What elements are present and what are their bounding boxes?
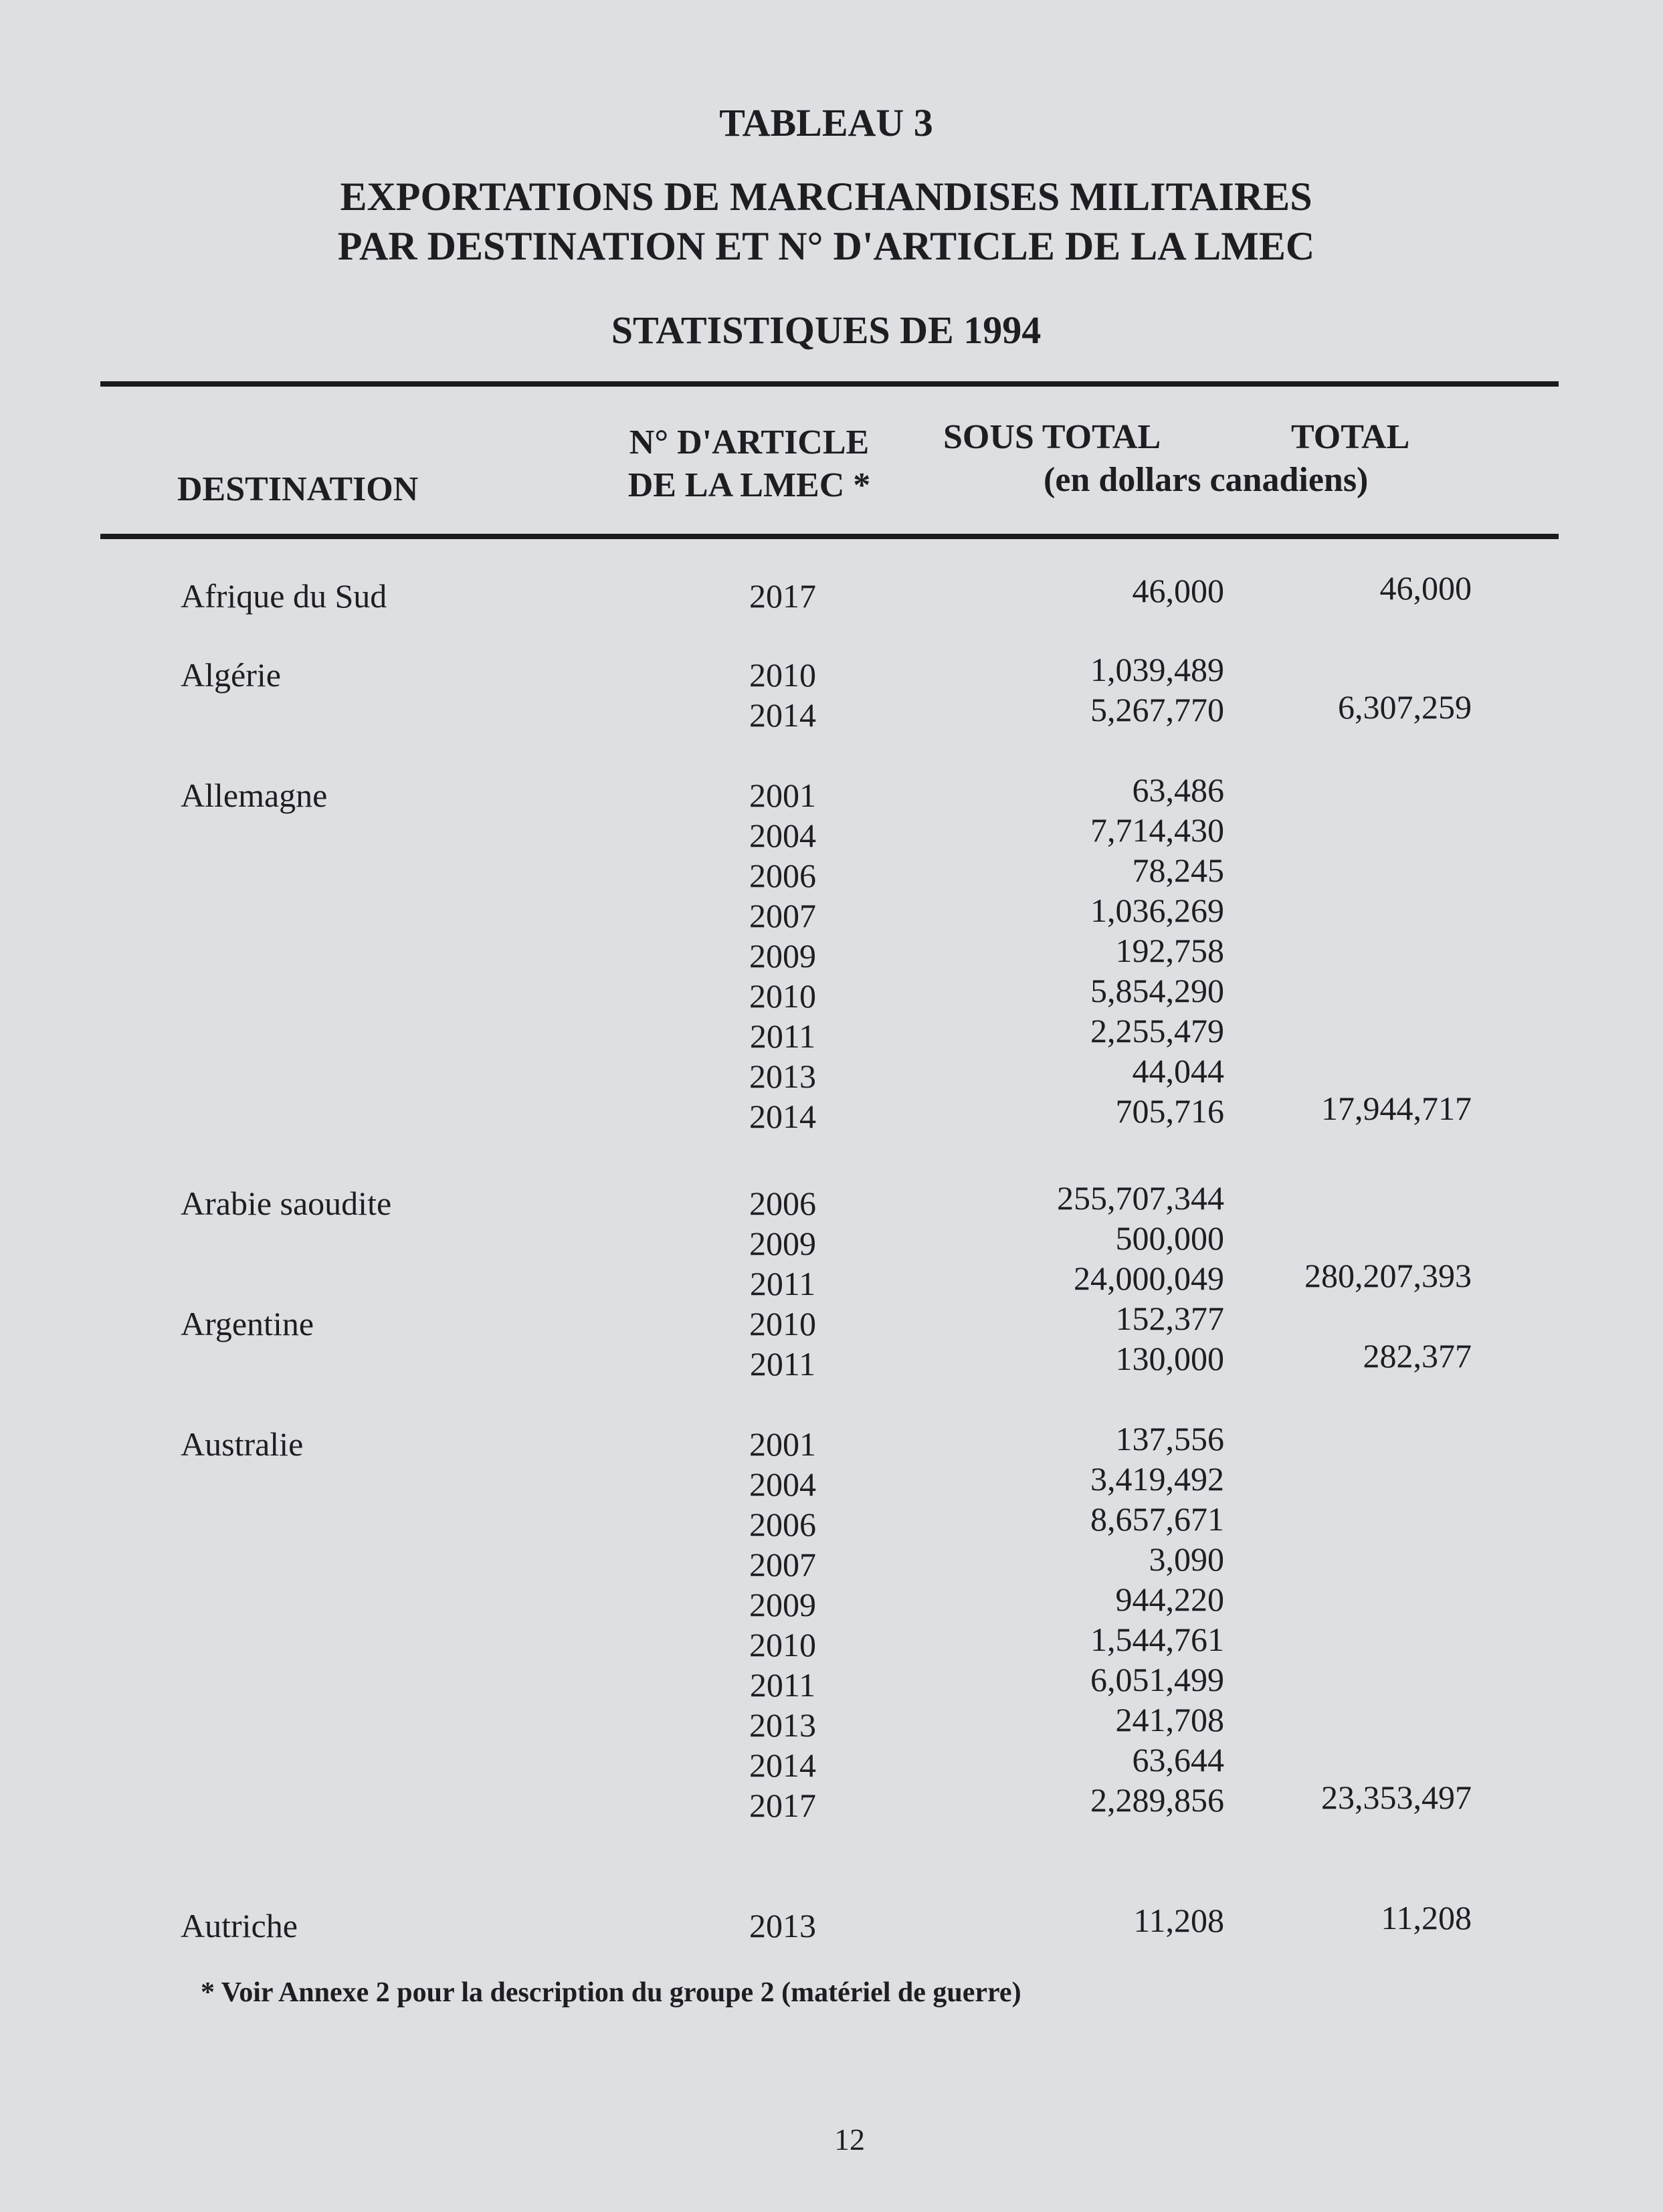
article-number-cell: 2001: [749, 1425, 816, 1463]
subtotal-cell: 63,486: [1132, 771, 1224, 809]
page-number: 12: [834, 2122, 865, 2156]
article-number-cell: 2006: [749, 857, 816, 894]
subtotal-cell: 5,267,770: [1090, 691, 1224, 728]
subtotal-cell: 130,000: [1115, 1340, 1224, 1377]
article-number-cell: 2010: [749, 1305, 816, 1342]
subtotal-cell: 6,051,499: [1090, 1661, 1224, 1698]
subtotal-cell: 24,000,049: [1074, 1260, 1224, 1297]
total-cell: 17,944,717: [1321, 1090, 1472, 1127]
subtotal-cell: 192,758: [1115, 932, 1224, 969]
article-number-cell: 2017: [749, 1787, 816, 1824]
total-cell: 280,207,393: [1304, 1257, 1472, 1294]
statistics-year-heading: STATISTIQUES DE 1994: [611, 308, 1042, 352]
subtotal-cell: 3,419,492: [1090, 1460, 1224, 1498]
article-number-cell: 2004: [749, 1466, 816, 1503]
column-header-total: TOTAL: [1291, 418, 1410, 456]
subtotal-cell: 63,644: [1132, 1741, 1224, 1779]
article-number-cell: 2007: [749, 897, 816, 934]
subtotal-cell: 705,716: [1115, 1092, 1224, 1130]
destination-cell: Argentine: [181, 1305, 314, 1342]
subtotal-cell: 1,036,269: [1090, 892, 1224, 929]
subtotal-cell: 137,556: [1115, 1420, 1224, 1457]
article-number-cell: 2011: [749, 1017, 816, 1055]
subtotal-cell: 11,208: [1133, 1902, 1224, 1939]
article-number-cell: 2007: [749, 1546, 816, 1583]
article-number-cell: 2009: [749, 1225, 816, 1262]
destination-cell: Allemagne: [181, 777, 328, 814]
subtotal-cell: 7,714,430: [1090, 811, 1224, 849]
article-number-cell: 2006: [749, 1506, 816, 1543]
header-top-rule: [100, 381, 1559, 387]
subtotal-cell: 2,255,479: [1090, 1012, 1224, 1049]
header-bottom-rule: [100, 534, 1559, 539]
article-number-cell: 2010: [749, 977, 816, 1015]
footnote: * Voir Annexe 2 pour la description du groupe 2 (matériel de guerre): [201, 1977, 1021, 2008]
table-title-line2: PAR DESTINATION ET N° D'ARTICLE DE LA LMEC: [337, 224, 1315, 268]
article-number-cell: 2004: [749, 817, 816, 854]
subtotal-cell: 255,707,344: [1057, 1179, 1224, 1217]
article-number-cell: 2014: [749, 1746, 816, 1784]
total-cell: 11,208: [1381, 1899, 1472, 1936]
subtotal-cell: 241,708: [1115, 1701, 1224, 1738]
subtotal-cell: 1,544,761: [1090, 1621, 1224, 1658]
column-header-currency-unit: (en dollars canadiens): [1044, 461, 1369, 499]
column-header-subtotal: SOUS TOTAL: [943, 418, 1161, 456]
total-cell: 23,353,497: [1321, 1779, 1472, 1816]
subtotal-cell: 5,854,290: [1090, 972, 1224, 1009]
article-number-cell: 2013: [749, 1907, 816, 1944]
total-cell: 46,000: [1379, 569, 1472, 607]
subtotal-cell: 44,044: [1132, 1052, 1224, 1090]
article-number-cell: 2011: [749, 1265, 816, 1302]
article-number-cell: 2009: [749, 1586, 816, 1623]
article-number-cell: 2001: [749, 777, 816, 814]
column-header-article-line2: DE LA LMEC *: [627, 466, 871, 504]
article-number-cell: 2013: [749, 1058, 816, 1095]
destination-cell: Australie: [181, 1425, 304, 1463]
article-number-cell: 2010: [749, 1626, 816, 1664]
table-title-line1: EXPORTATIONS DE MARCHANDISES MILITAIRES: [340, 175, 1312, 219]
subtotal-cell: 152,377: [1115, 1300, 1224, 1337]
subtotal-cell: 2,289,856: [1090, 1781, 1224, 1819]
total-cell: 6,307,259: [1338, 688, 1472, 726]
subtotal-cell: 78,245: [1132, 851, 1224, 889]
destination-cell: Afrique du Sud: [181, 577, 387, 615]
total-cell: 282,377: [1363, 1337, 1472, 1375]
subtotal-cell: 3,090: [1149, 1540, 1224, 1578]
article-number-cell: 2009: [749, 937, 816, 975]
column-header-article: [615, 421, 883, 507]
subtotal-cell: 1,039,489: [1090, 651, 1224, 688]
column-header-article-line1: N° D'ARTICLE: [629, 423, 870, 462]
article-number-cell: 2013: [749, 1706, 816, 1744]
article-number-cell: 2011: [749, 1666, 816, 1704]
article-number-cell: 2011: [749, 1345, 816, 1383]
article-number-cell: 2014: [749, 696, 816, 734]
subtotal-cell: 8,657,671: [1090, 1500, 1224, 1538]
article-number-cell: 2010: [749, 656, 816, 694]
article-number-cell: 2017: [749, 577, 816, 615]
subtotal-cell: 500,000: [1115, 1219, 1224, 1257]
article-number-cell: 2014: [749, 1098, 816, 1135]
subtotal-cell: 46,000: [1132, 572, 1224, 609]
table-number: TABLEAU 3: [719, 101, 933, 144]
destination-cell: Arabie saoudite: [181, 1185, 392, 1222]
subtotal-cell: 944,220: [1115, 1581, 1224, 1618]
destination-cell: Algérie: [181, 656, 281, 694]
column-header-destination: DESTINATION: [177, 470, 419, 508]
article-number-cell: 2006: [749, 1185, 816, 1222]
destination-cell: Autriche: [181, 1907, 298, 1944]
